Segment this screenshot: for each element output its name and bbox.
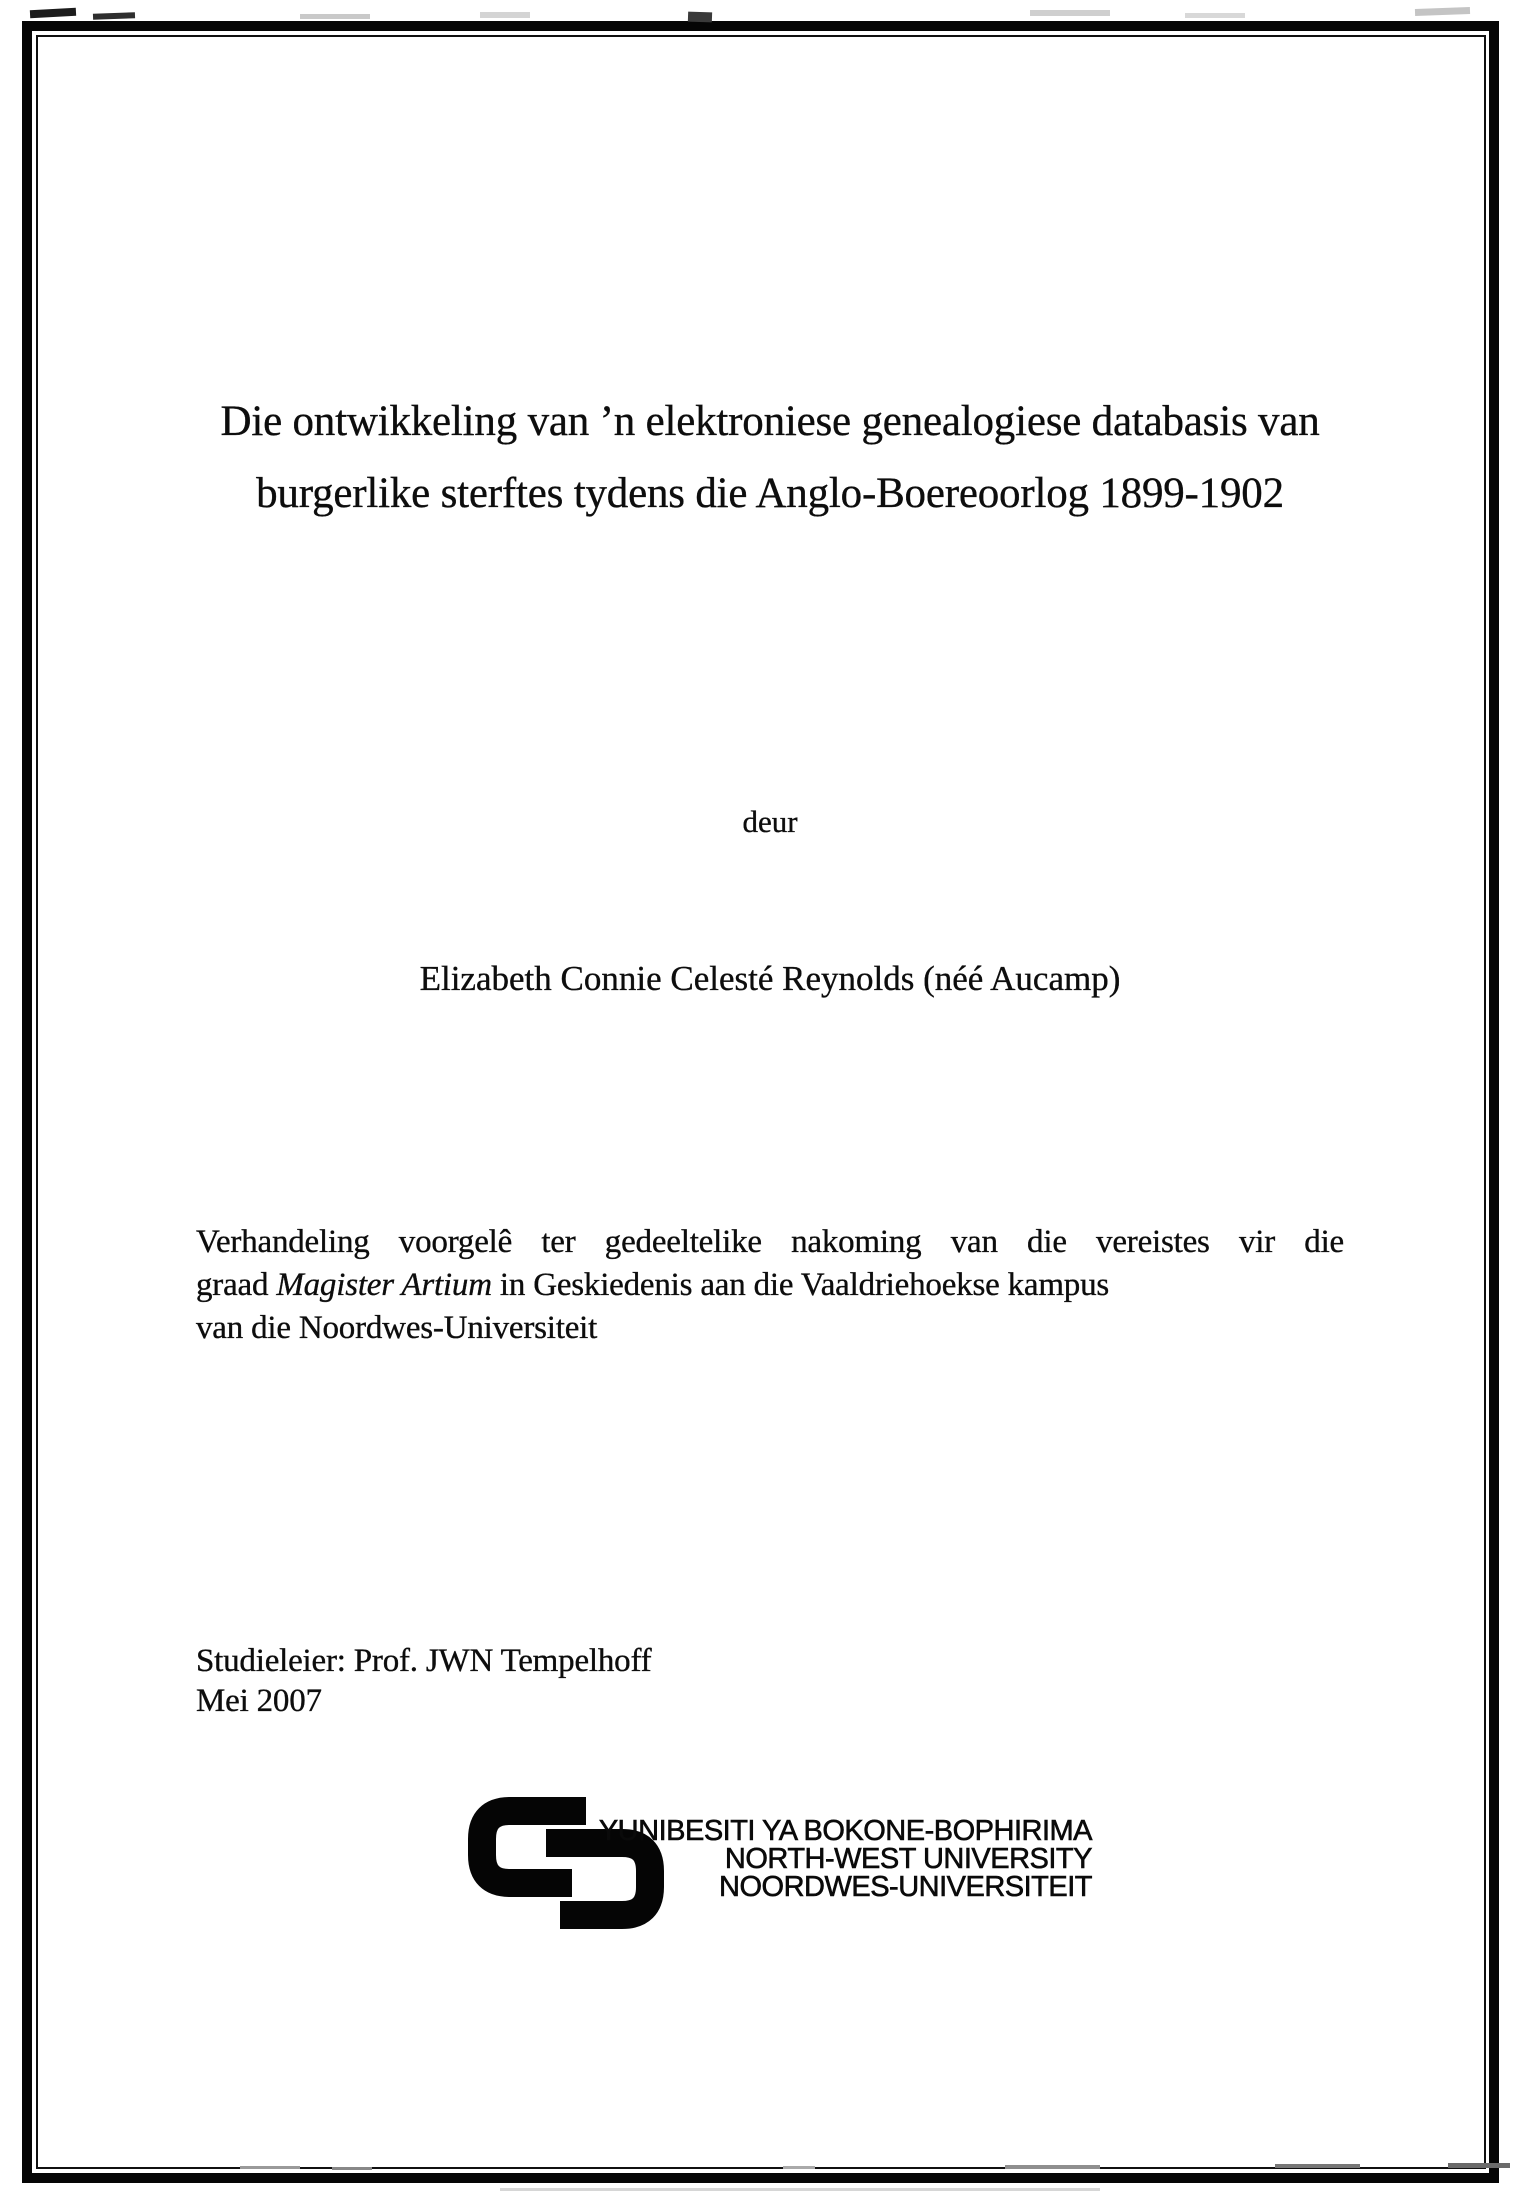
supervisor-line: Studieleier: Prof. JWN Tempelhoff bbox=[196, 1643, 652, 1679]
nwu-name-setswana: YUNIBESITI YA BOKONE-BOPHIRIMA bbox=[598, 1815, 1092, 1847]
nwu-name-english: NORTH-WEST UNIVERSITY bbox=[724, 1843, 1092, 1875]
nwu-name-afrikaans: NOORDWES-UNIVERSITEIT bbox=[719, 1871, 1092, 1903]
statement-line2-before: graad bbox=[196, 1267, 277, 1303]
scan-artifact bbox=[30, 8, 76, 18]
scan-artifact bbox=[300, 14, 370, 19]
scan-artifact bbox=[93, 12, 135, 19]
thesis-title-line-2: burgerlike sterftes tydens die Anglo-Boereoorlog 1899-1902 bbox=[256, 470, 1284, 517]
scan-artifact bbox=[480, 12, 530, 18]
date-line: Mei 2007 bbox=[196, 1683, 322, 1719]
byline-label: deur bbox=[742, 804, 798, 839]
scan-artifact bbox=[1185, 13, 1245, 18]
degree-name-italic: Magister Artium bbox=[276, 1267, 492, 1303]
thesis-statement bbox=[196, 1221, 1344, 1350]
thesis-statement-line-2 bbox=[196, 1264, 1344, 1307]
scan-artifact bbox=[1030, 10, 1110, 16]
author-name: Elizabeth Connie Celesté Reynolds (néé Aucamp) bbox=[419, 959, 1121, 998]
nwu-wordmark bbox=[562, 1817, 1092, 1901]
scan-artifact bbox=[1415, 7, 1470, 16]
scan-artifact bbox=[500, 2188, 1100, 2191]
thesis-title-line-1: Die ontwikkeling van ’n elektroniese genealogiese databasis van bbox=[220, 398, 1320, 445]
thesis-statement-line-3: van die Noordwes-Universiteit bbox=[196, 1310, 598, 1346]
thesis-statement-line-1: Verhandeling voorgelê ter gedeeltelike nakoming van die vereistes vir die bbox=[196, 1224, 1344, 1260]
supervisor-block bbox=[196, 1641, 651, 1721]
statement-line2-after: in Geskiedenis aan die Vaaldriehoekse kampus bbox=[491, 1267, 1110, 1303]
